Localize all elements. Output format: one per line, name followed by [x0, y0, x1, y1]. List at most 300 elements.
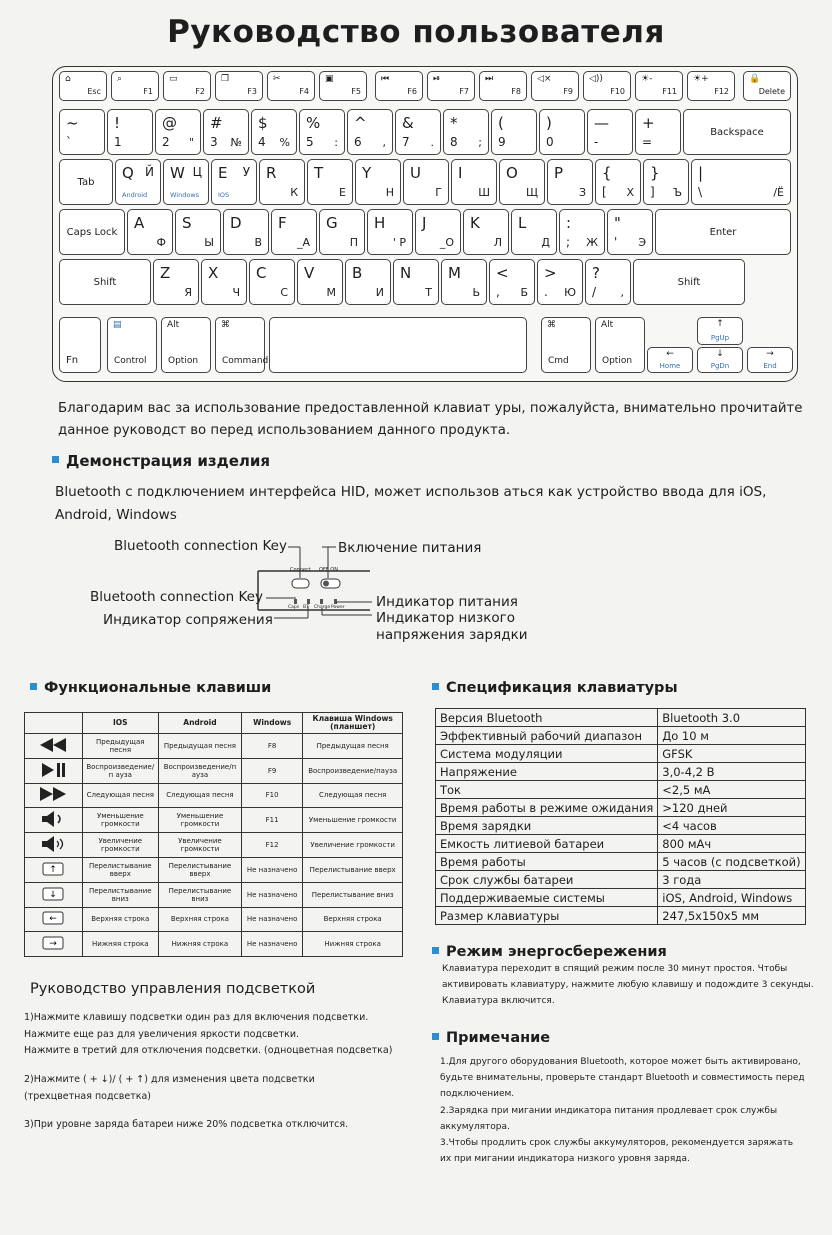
spec-name: Напряжение — [436, 763, 658, 781]
key-label: Y — [362, 164, 372, 182]
key-label: [ — [602, 185, 607, 199]
key-label: @ — [162, 114, 177, 132]
right-arrow-icon — [25, 932, 83, 957]
key-label: Alt — [601, 320, 614, 330]
key-label: 9 — [498, 135, 506, 149]
spec-value: GFSK — [658, 745, 805, 763]
key-label: ; — [566, 235, 571, 249]
key-label: Control — [114, 356, 147, 366]
table-header: Клавиша Windows (планшет) — [303, 713, 403, 734]
spec-table — [435, 708, 806, 925]
key — [127, 209, 173, 255]
key — [319, 209, 365, 255]
spec-name: Срок службы батареи — [436, 871, 658, 889]
key-label: } — [650, 164, 660, 182]
energy-heading: Режим энергосбережения — [432, 944, 667, 960]
key-label: ! — [114, 114, 121, 132]
key — [463, 209, 509, 255]
key-label: E — [218, 164, 228, 182]
table-cell: F9 — [241, 758, 302, 783]
key-label: Z — [160, 264, 171, 282]
key-label: F4 — [299, 87, 309, 96]
key — [583, 71, 631, 101]
key-label: * — [450, 114, 458, 132]
key — [297, 259, 343, 305]
key — [427, 71, 475, 101]
key — [539, 109, 585, 155]
key-label: № — [230, 136, 242, 149]
table-cell: Воспроизведение/пауза — [303, 758, 403, 783]
key-label: L — [518, 214, 527, 232]
spec-name: Система модуляции — [436, 745, 658, 763]
key-label: ` — [66, 135, 72, 149]
key-label: # — [210, 114, 223, 132]
key — [251, 109, 297, 155]
connect-mini-label: Connect — [290, 567, 311, 573]
key — [107, 317, 157, 373]
volume-down-icon — [25, 808, 83, 833]
key-label: Caps Lock — [66, 226, 118, 238]
table-row — [436, 853, 806, 871]
table-cell: Воспроизведение/п ауза — [82, 758, 158, 783]
key — [541, 317, 591, 373]
key — [375, 71, 423, 101]
spec-name: Ток — [436, 781, 658, 799]
key-label: | — [698, 164, 704, 182]
key-label: < — [496, 264, 509, 282]
bullet — [432, 1033, 439, 1040]
bt-mini-label: BT — [303, 605, 309, 610]
table-cell: Не назначено — [241, 857, 302, 882]
spec-value: >120 дней — [658, 799, 805, 817]
key — [479, 71, 527, 101]
key-label: J — [422, 214, 427, 232]
key-label: PgUp — [710, 334, 730, 342]
key — [655, 209, 791, 255]
note-text — [440, 1054, 805, 1167]
brightness-down-icon: ☀- — [641, 74, 653, 84]
intro-line: данное руководст во перед использованием данного продукта. — [58, 422, 511, 438]
key-label: П — [349, 236, 358, 249]
spec-name: Поддерживаемые системы — [436, 889, 658, 907]
bullet — [432, 947, 439, 954]
key-label: . — [544, 285, 548, 299]
table-header: Windows — [241, 713, 302, 734]
key — [215, 317, 269, 373]
power-indicator-label: Индикатор питания — [376, 594, 518, 610]
key — [163, 159, 209, 205]
key-label: F12 — [714, 87, 729, 96]
key-label: F6 — [407, 87, 417, 96]
key — [643, 159, 689, 205]
key-label: ^ — [354, 114, 367, 132]
key-label: _А — [296, 236, 310, 249]
function-keys-table — [24, 712, 403, 957]
power-mini-label: Power — [331, 605, 345, 610]
key — [531, 71, 579, 101]
key-label: F2 — [195, 87, 205, 96]
page-title: Руководство пользователя — [167, 14, 665, 50]
key-label: O — [506, 164, 518, 182]
key-label: = — [642, 135, 653, 149]
table-row — [25, 783, 403, 808]
key-label: Г — [435, 186, 442, 199]
table-row — [436, 817, 806, 835]
fast-forward-icon — [25, 783, 83, 808]
table-cell: F10 — [241, 783, 302, 808]
bullet — [52, 456, 59, 463]
table-row — [25, 833, 403, 858]
key-label: Ю — [564, 286, 576, 299]
table-header — [25, 713, 83, 734]
table-row — [25, 734, 403, 759]
table-cell: Следующая песня — [303, 783, 403, 808]
key-label: Т — [425, 286, 432, 299]
brightness-up-icon: ☀+ — [693, 74, 709, 84]
key — [59, 71, 107, 101]
key-label: 2 — [162, 135, 170, 149]
key-label: R — [266, 164, 277, 182]
key — [59, 317, 101, 373]
note-heading: Примечание — [432, 1030, 550, 1046]
charge-mini-label: Charge — [314, 605, 331, 610]
bullet — [432, 683, 439, 690]
key-label: : — [566, 214, 572, 232]
key-label: Ф — [156, 236, 166, 249]
key-label: + — [642, 114, 655, 132]
key — [537, 259, 583, 305]
key-label: $ — [258, 114, 268, 132]
table-cell: Уменьшение громкости — [303, 808, 403, 833]
key-label: Enter — [709, 226, 737, 238]
down-arrow-icon — [25, 882, 83, 907]
key-label: В — [254, 236, 262, 249]
table-row — [436, 745, 806, 763]
key-label: > — [544, 264, 557, 282]
key-label: Ъ — [672, 186, 682, 199]
spec-name: Время работы в режиме ожидания — [436, 799, 658, 817]
key-label: 1 — [114, 135, 122, 149]
key — [559, 209, 605, 255]
key-label: G — [326, 214, 338, 232]
left-arrow-icon — [25, 907, 83, 932]
table-cell: Нижняя строка — [303, 932, 403, 957]
key — [393, 259, 439, 305]
key-label: U — [410, 164, 421, 182]
key-label: 3 — [210, 135, 218, 149]
table-row — [436, 781, 806, 799]
key-label: Б — [520, 286, 528, 299]
note-line: 2.Зарядка при мигании индикатора питания продлевает срок службы — [440, 1105, 778, 1116]
bt-key-label-top: Bluetooth connection Key — [114, 538, 287, 554]
key-label: 7 — [402, 135, 410, 149]
lock-icon: 🔒 — [749, 74, 761, 84]
key-label: . — [430, 136, 434, 149]
key — [585, 259, 631, 305]
key — [59, 109, 105, 155]
key — [491, 109, 537, 155]
key-label: Option — [168, 356, 199, 366]
key-label: , — [620, 286, 624, 299]
key-label: Э — [638, 236, 646, 249]
key-label: Delete — [758, 87, 785, 96]
key — [211, 159, 257, 205]
table-row — [25, 907, 403, 932]
note-line: будьте внимательны, проверьте стандарт Bluetooth и совместимость перед — [440, 1073, 805, 1084]
on-off-mini-label: OFF ON — [319, 567, 338, 573]
key-label: Ь — [472, 286, 480, 299]
key — [111, 71, 159, 101]
demo-heading: Демонстрация изделия — [52, 452, 270, 470]
app-switch-icon: ▭ — [169, 74, 178, 84]
note-line: их при мигании индикатора низкого уровня заряда. — [440, 1154, 690, 1165]
key-label: ) — [546, 114, 552, 132]
key-label: / — [592, 285, 597, 299]
key — [347, 109, 393, 155]
spec-name: Эффективный рабочий диапазон — [436, 727, 658, 745]
table-cell: Нижняя строка — [82, 932, 158, 957]
key-label: Н — [385, 186, 394, 199]
table-cell: Предыдущая песня — [82, 734, 158, 759]
key-label: C — [256, 264, 267, 282]
key — [345, 259, 391, 305]
key — [115, 159, 161, 205]
table-row — [436, 709, 806, 727]
key — [299, 109, 345, 155]
table-cell: Перелистывание вниз — [82, 882, 158, 907]
spec-name: Емкость литиевой батареи — [436, 835, 658, 853]
key — [59, 259, 151, 305]
backlight-line: (трехцветная подсветка) — [24, 1090, 152, 1102]
key-label: Tab — [77, 176, 95, 188]
spec-heading: Спецификация клавиатуры — [432, 680, 678, 696]
spec-value: <2,5 мА — [658, 781, 805, 799]
arrow-key-left — [647, 347, 693, 373]
key-label: H — [374, 214, 386, 232]
key — [547, 159, 593, 205]
key-label: D — [230, 214, 242, 232]
key — [587, 109, 633, 155]
key-label: 5 — [306, 135, 314, 149]
caps-mini-label: Caps — [288, 605, 300, 610]
bullet — [30, 683, 37, 690]
spec-name: Время зарядки — [436, 817, 658, 835]
key-label: F8 — [511, 87, 521, 96]
key — [511, 209, 557, 255]
table-cell: Следующая песня — [158, 783, 241, 808]
table-cell: Верхняя строка — [158, 907, 241, 932]
key-label: Shift — [677, 276, 701, 288]
key-label: F7 — [459, 87, 469, 96]
key-label: " — [614, 214, 621, 232]
key-label: P — [554, 164, 564, 182]
key-label: % — [279, 136, 290, 149]
key — [607, 209, 653, 255]
table-cell: Увеличение громкости — [82, 833, 158, 858]
key-label: Л — [493, 236, 502, 249]
key — [163, 71, 211, 101]
key — [595, 317, 645, 373]
volume-up-icon — [25, 833, 83, 858]
table-row — [436, 727, 806, 745]
copy-icon: ❐ — [221, 74, 230, 84]
key-label: & — [402, 114, 414, 132]
key-label: 8 — [450, 135, 458, 149]
key-sublabel: Android — [122, 190, 148, 199]
home-icon: ⌂ — [65, 74, 71, 84]
key — [395, 109, 441, 155]
key-sublabel: Windows — [170, 190, 200, 199]
down-arrow-icon: ↓ — [716, 349, 724, 359]
backlight-line: Нажмите в третий для отключения подсветки. (одноцветная подсветка) — [24, 1045, 393, 1057]
table-cell: Увеличение громкости — [303, 833, 403, 858]
key — [499, 159, 545, 205]
key-label: F10 — [610, 87, 625, 96]
key-label: Ц — [192, 165, 202, 179]
table-header: IOS — [82, 713, 158, 734]
search-icon: ⌕ — [117, 74, 123, 84]
key-label: Д — [541, 236, 550, 249]
key-label: _О — [439, 236, 454, 249]
svg-text:→: → — [49, 939, 58, 950]
table-cell: Верхняя строка — [82, 907, 158, 932]
energy-text — [442, 962, 814, 1009]
intro-text — [58, 398, 802, 442]
volume-down-icon: ◁× — [537, 74, 552, 84]
key-label: Alt — [167, 320, 180, 330]
key-label: % — [306, 114, 321, 132]
key-label: У — [242, 165, 250, 179]
spec-value: 5 часов (с подсветкой) — [658, 853, 805, 871]
key — [451, 159, 497, 205]
intro-line: Благодарим вас за использование предоставленной клавиат уры, пожалуйста, внимательно прочитайте — [58, 401, 803, 416]
table-cell: Не назначено — [241, 932, 302, 957]
key — [355, 159, 401, 205]
key-label: 4 — [258, 135, 266, 149]
key — [267, 71, 315, 101]
key — [223, 209, 269, 255]
key-label: ] — [650, 185, 655, 199]
key-label: A — [134, 214, 145, 232]
table-cell: Не назначено — [241, 882, 302, 907]
spec-value: 3 года — [658, 871, 805, 889]
key-label: Х — [626, 186, 634, 199]
backlight-line: 1)Нажмите клавишу подсветки один раз для включения подсветки. — [24, 1012, 369, 1023]
spec-value: iOS, Android, Windows — [658, 889, 805, 907]
table-row — [436, 835, 806, 853]
right-arrow-icon: → — [766, 349, 774, 359]
key — [153, 259, 199, 305]
key — [415, 209, 461, 255]
key-label: Ш — [478, 186, 490, 199]
key-label: Е — [339, 186, 346, 199]
key-label: /Ё — [773, 186, 784, 199]
note-line: 3.Чтобы продлить срок службы аккумуляторов, рекомендуется заряжать — [440, 1137, 794, 1148]
key — [59, 209, 125, 255]
table-row — [25, 932, 403, 957]
key-label: - — [594, 135, 599, 149]
play-pause-icon: ⏯ — [433, 74, 441, 84]
key-label: \ — [698, 185, 703, 199]
key-label: V — [304, 264, 315, 282]
demo-text — [55, 481, 767, 528]
key-label: Command — [222, 356, 269, 366]
backlight-line: Нажмите еще раз для увеличения яркости подсветки. — [24, 1028, 300, 1040]
key-label: ' — [614, 235, 618, 249]
key-label: F5 — [351, 87, 361, 96]
table-cell: Перелистывание вверх — [303, 857, 403, 882]
key — [269, 317, 527, 373]
table-row — [25, 758, 403, 783]
key — [161, 317, 211, 373]
backlight-line: 3)При уровне заряда батареи ниже 20% подсветка отключится. — [24, 1119, 349, 1131]
table-row — [436, 763, 806, 781]
key-label: W — [170, 164, 185, 182]
up-arrow-icon — [25, 857, 83, 882]
key-label: { — [602, 164, 612, 182]
table-row — [436, 871, 806, 889]
svg-text:←: ← — [49, 914, 58, 925]
arrow-key-right — [747, 347, 793, 373]
table-row — [436, 799, 806, 817]
key-label: M — [448, 264, 461, 282]
table-row — [436, 907, 806, 925]
spec-name: Размер клавиатуры — [436, 907, 658, 925]
key-label: F9 — [563, 87, 573, 96]
key — [683, 109, 791, 155]
table-cell: Уменьшение громкости — [82, 808, 158, 833]
key-label: K — [470, 214, 480, 232]
key-label: T — [314, 164, 324, 182]
key-label: I — [458, 164, 463, 182]
key — [443, 109, 489, 155]
key-label: 6 — [354, 135, 362, 149]
key-label: Q — [122, 164, 134, 182]
key — [635, 71, 683, 101]
table-header: Android — [158, 713, 241, 734]
svg-text:↑: ↑ — [49, 864, 58, 875]
key-label: F3 — [247, 87, 257, 96]
key — [403, 159, 449, 205]
arrow-key-up — [697, 317, 743, 345]
key-label: Fn — [66, 355, 79, 366]
svg-text:↓: ↓ — [49, 889, 58, 900]
key-label: С — [280, 286, 288, 299]
backlight-icon: ▤ — [113, 320, 122, 330]
note-line: подключением. — [440, 1089, 515, 1100]
low-indicator-label-2: напряжения зарядки — [376, 627, 528, 643]
table-cell: Нижняя строка — [158, 932, 241, 957]
key-label: Ж — [586, 236, 598, 249]
table-cell: Верхняя строка — [303, 907, 403, 932]
spec-value: 247,5x150x5 мм — [658, 907, 805, 925]
key-label: , — [382, 136, 386, 149]
table-row — [25, 882, 403, 907]
key-label: ; — [478, 136, 482, 149]
energy-line: Клавиатура включится. — [442, 995, 555, 1006]
key-label: Щ — [525, 186, 538, 199]
key-label: Home — [659, 362, 681, 370]
key — [215, 71, 263, 101]
backlight-line: 2)Нажмите ( + ↓)/ ( + ↑) для изменения цвета подсветки — [24, 1073, 315, 1085]
note-line: аккумулятора. — [440, 1121, 510, 1132]
table-cell: Перелистывание вниз — [158, 882, 241, 907]
key — [249, 259, 295, 305]
demo-line: Android, Windows — [55, 507, 177, 524]
spec-value: 3,0-4,2 В — [658, 763, 805, 781]
key-label: ( — [498, 114, 504, 132]
table-cell: F12 — [241, 833, 302, 858]
